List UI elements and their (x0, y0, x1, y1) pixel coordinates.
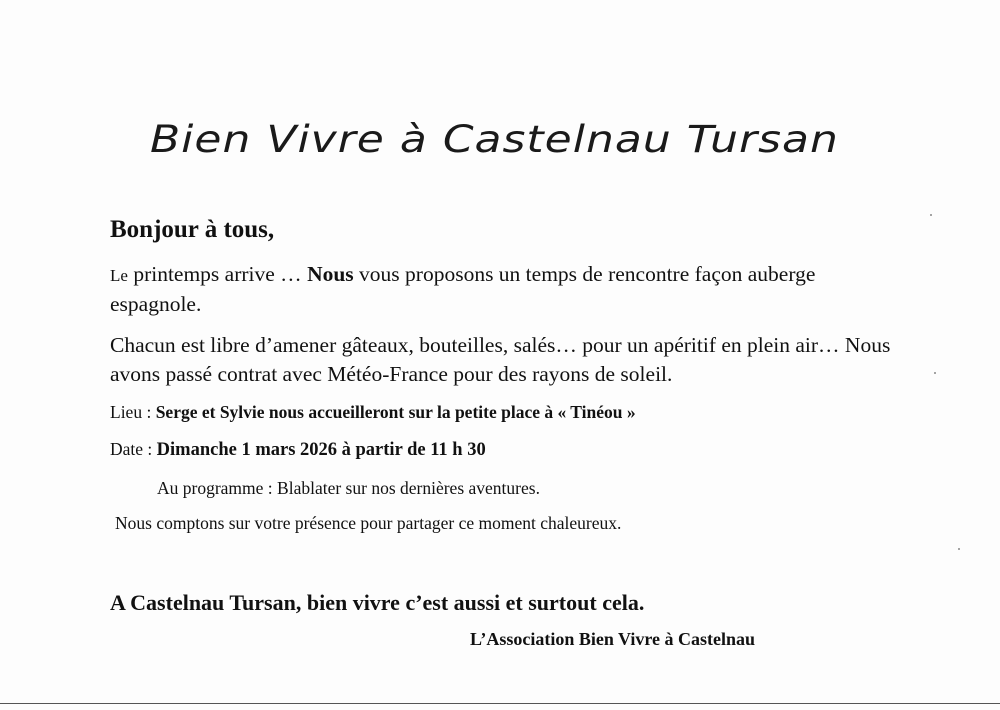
scan-speck (958, 548, 960, 550)
paragraph-intro (110, 260, 910, 319)
intro-text-a: printemps arrive … (127, 262, 308, 286)
intro-lead: Le (110, 266, 128, 285)
date-line (110, 439, 486, 461)
handwritten-title: Bien Vivre à Castelnau Tursan (150, 118, 839, 162)
programme-label: Au programme : (157, 478, 278, 498)
programme-value: Blablater sur nos dernières aventures. (277, 478, 540, 498)
greeting: Bonjour à tous, (110, 216, 275, 243)
intro-text-b: vous proposons un temps de rencontre façon auberge espagnole. (110, 262, 816, 316)
lieu-label: Lieu : (110, 402, 156, 422)
paragraph-aperitif: Chacun est libre d’amener gâteaux, bouteilles, salés… pour un apéritif en plein air… Nous avons passé contrat avec Météo-France pour des rayons de soleil. (110, 333, 891, 386)
lieu-value: Serge et Sylvie nous accueilleront sur la petite place à « Tinéou » (155, 402, 636, 422)
intro-bold: Nous (307, 262, 354, 286)
closing-statement: A Castelnau Tursan, bien vivre c’est aussi et surtout cela. (110, 590, 645, 615)
lieu-line (110, 402, 636, 423)
association-signature: L’Association Bien Vivre à Castelnau (470, 629, 756, 649)
scan-bottom-edge (0, 703, 1000, 704)
programme-line (157, 478, 540, 499)
date-label: Date : (110, 439, 157, 459)
scan-speck (934, 372, 936, 374)
date-value: Dimanche 1 mars 2026 à partir de 11 h 30 (156, 440, 486, 460)
presence-line: Nous comptons sur votre présence pour partager ce moment chaleureux. (115, 513, 622, 533)
scan-speck (930, 214, 932, 216)
